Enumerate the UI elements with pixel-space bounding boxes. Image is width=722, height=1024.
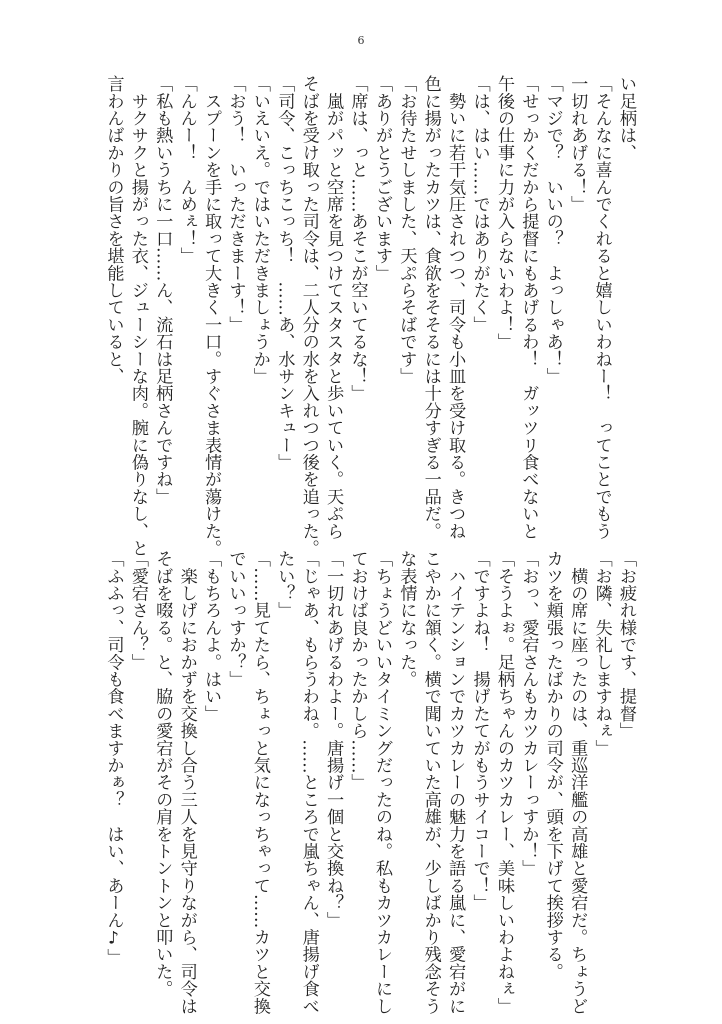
text-column: 「んんー！ んめぇ！」 [176,75,197,265]
text-column: 「おっ、愛宕さんもカツカレーっすか！」 [518,550,539,877]
text-column: 横の席に座ったのは、重巡洋艦の高雄と愛宕だ。ちょうど [567,550,588,1015]
text-column: 色に揚がったカツは、食欲をそそるには十分すぎる一品だ。 [420,75,441,540]
text-column: スプーンを手に取って大きく一口。すぐさま表情が蕩けた。 [201,75,222,557]
text-column: 「いえいえ。ではいただきましょうか」 [249,75,270,385]
text-column: 「愛宕さん？」 [127,550,148,671]
text-column: 「席は、っと……あそこが空いてるな！」 [347,75,368,402]
text-column: 「せっかくだから提督にもあげるわ！ ガッツリ食べないと [518,75,539,540]
text-column: たい？」 [274,550,295,619]
text-column: 午後の仕事に力が入らないわよ！」 [493,75,514,351]
text-column: ておけば良かったかしら……」 [347,550,368,791]
text-column: でいいっすか？」 [225,550,246,688]
text-column: そばを啜る。と、脇の愛宕がその肩をトントンと叩いた。 [152,550,173,998]
text-column: 「一切れあげるわよー。唐揚げ一個と交換ね？」 [323,550,344,929]
text-column: 「司令、こっちこっち！ ……あ、水サンキュー」 [274,75,295,471]
text-column: サクサクと揚がった衣、ジューシーな肉。腕に偽りなし、と [127,75,148,557]
text-column: 「おう！ いっただきまーす！」 [225,75,246,333]
text-column: 楽しげにおかずを交換し合う三人を見守りながら、司令は [176,550,197,1015]
lower-text-block [101,550,638,1015]
text-column: 言わんばかりの旨さを堪能していると、 [103,75,124,385]
text-column: 一切れあげる！」 [567,75,588,213]
text-column: 「マジで？ いいの？ よっしゃあ！」 [542,75,563,385]
text-column: 「お疲れ様です、提督」 [616,550,636,740]
text-column: 「お待たせしました、天ぷらそばです」 [396,75,417,385]
text-column: 「もちろんよ。はい」 [201,550,222,722]
text-column: 勢いに若干気圧されつつ、司令も小皿を受け取る。きつね [445,75,466,540]
text-column: 「私も熱いうちに一口……ん、流石は足柄さんですね」 [152,75,173,505]
text-column: 「は、はい……ではありがたく」 [469,75,490,333]
text-column: 嵐がパッと空席を見つけてスタスタと歩いていく。天ぷら [323,75,344,540]
text-column: そばを受け取った司令は、二人分の水を入れつつ後を追った。 [298,75,319,557]
text-column: こやかに頷く。横で聞いていた高雄が、少しばかり残念そう [420,550,441,1015]
text-column: ハイテンションでカツカレーの魅力を語る嵐に、愛宕がに [445,550,466,1015]
text-column: 「じゃあ、もらうわね。……ところで嵐ちゃん、唐揚げ食べ [298,550,319,1015]
text-column: 「……見てたら、ちょっと気になっちゃって……カツと交換 [249,550,270,1015]
text-column: 「そんなに喜んでくれると嬉しいわねー！ ってことでもう [591,75,612,540]
text-column: 「ですよね！ 揚げたてがもうサイコーで！」 [469,550,490,912]
text-column: カツを頬張ったばかりの司令が、頭を下げて挨拶する。 [542,550,563,980]
text-column: 「ふふっ、司令も食べますかぁ？ はい、あーん♪」 [103,550,124,966]
text-column: 「ありがとうございます」 [371,75,392,282]
text-column: 「そうよぉ。足柄ちゃんのカツカレー、美味しいわよねぇ」 [493,550,514,1015]
page-number: 6 [357,34,365,47]
text-column: い足柄は、 [616,75,636,161]
text-column: な表情になった。 [396,550,417,688]
text-column: 「お隣、失礼しますねぇ」 [591,550,612,757]
upper-text-block [101,75,638,557]
text-column: 「ちょうどいいタイミングだったのね。私もカツカレーにし [371,550,392,1015]
